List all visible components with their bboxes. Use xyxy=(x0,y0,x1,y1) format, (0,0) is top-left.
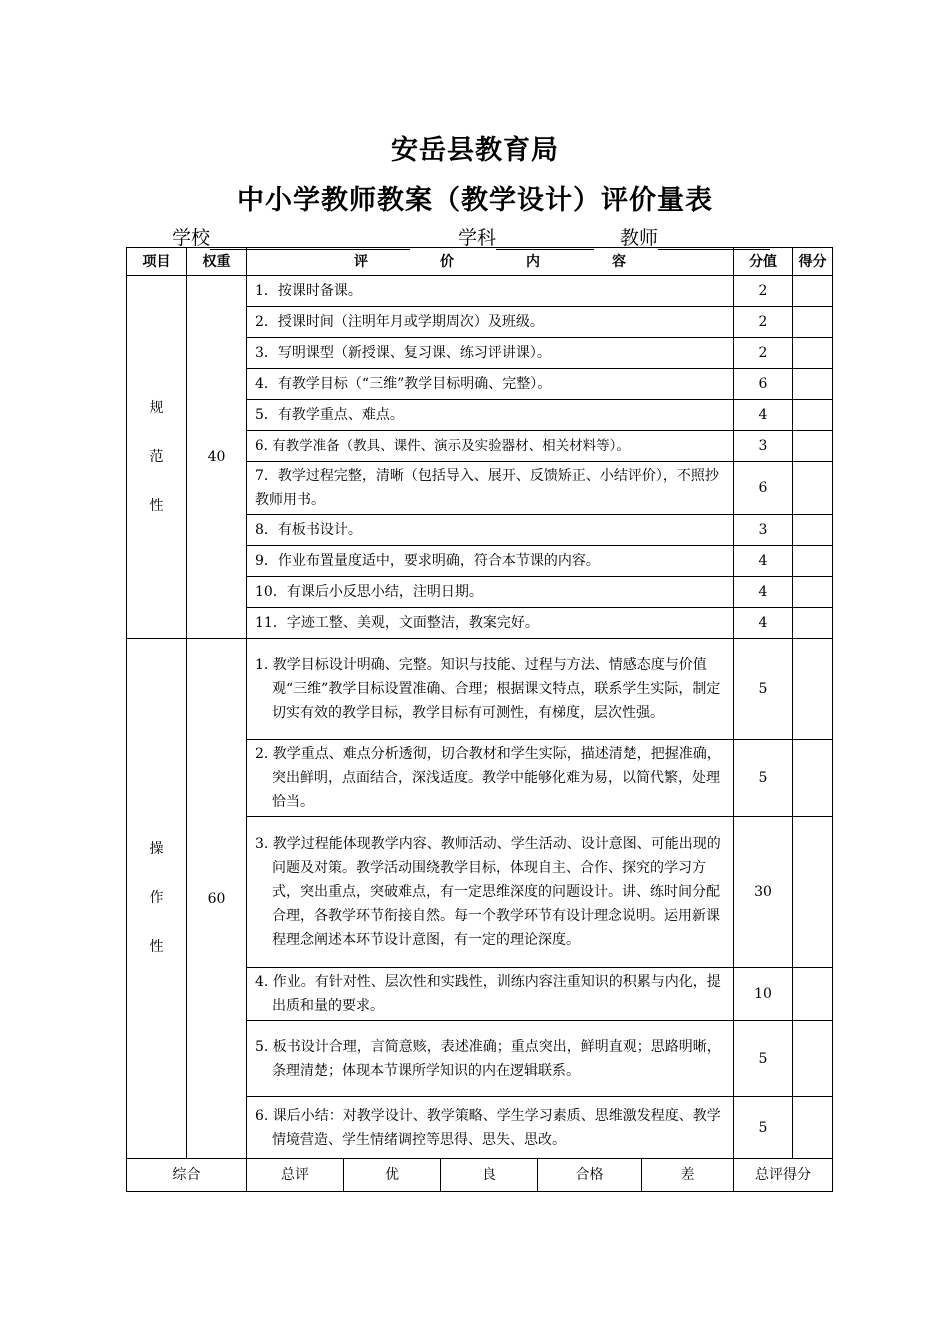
table-row xyxy=(127,639,833,740)
score-input[interactable] xyxy=(793,1021,833,1097)
criterion-text: 2. 教学重点、难点分析透彻，切合教材和学生实际，描述清楚，把握准确，突出鲜明，点面结合，深浅适度。教学中能够化难为易，以简代繁，处理恰当。 xyxy=(247,740,734,817)
criterion-text: 10．有课后小反思小结，注明日期。 xyxy=(247,577,734,608)
criterion-text: 1. 教学目标设计明确、完整。知识与技能、过程与方法、情感态度与价值观“三维”教学目标设置准确、合理；根据课文特点，联系学生实际，制定切实有效的教学目标，教学目标有可测性，有梯度，层次性强。 xyxy=(247,639,734,740)
section-weight: 40 xyxy=(187,276,247,639)
section-name-operational: 操 作 性 xyxy=(127,639,187,1159)
info-line xyxy=(172,223,770,250)
header-got: 得分 xyxy=(793,248,833,276)
score-input[interactable] xyxy=(793,338,833,369)
criterion-text: 6. 有教学准备（教具、课件、演示及实验器材、相关材料等）。 xyxy=(247,431,734,462)
score-input[interactable] xyxy=(793,369,833,400)
criterion-score: 2 xyxy=(734,307,793,338)
score-input[interactable] xyxy=(793,639,833,740)
criterion-score: 4 xyxy=(734,577,793,608)
criterion-score: 3 xyxy=(734,431,793,462)
evaluation-table xyxy=(126,247,833,1192)
criterion-score: 5 xyxy=(734,1097,793,1159)
score-input[interactable] xyxy=(793,1097,833,1159)
overall-label: 总评 xyxy=(247,1159,344,1192)
criterion-score: 5 xyxy=(734,1021,793,1097)
criterion-text: 2．授课时间（注明年月或学期周次）及班级。 xyxy=(247,307,734,338)
section-name-normative: 规 范 性 xyxy=(127,276,187,639)
table-row xyxy=(127,276,833,307)
score-input[interactable] xyxy=(793,431,833,462)
criterion-text: 9．作业布置量度适中，要求明确，符合本节课的内容。 xyxy=(247,546,734,577)
criterion-text: 6. 课后小结：对教学设计、教学策略、学生学习素质、思维激发程度、教学情境营造、学生情绪调控等思得、思失、思改。 xyxy=(247,1097,734,1159)
score-input[interactable] xyxy=(793,968,833,1021)
header-weight: 权重 xyxy=(187,248,247,276)
criterion-text: 5. 板书设计合理，言简意赅，表述准确；重点突出，鲜明直观；思路明晰，条理清楚；体现本节课所学知识的内在逻辑联系。 xyxy=(247,1021,734,1097)
grade-pass[interactable]: 合格 xyxy=(538,1159,642,1192)
criterion-score: 3 xyxy=(734,515,793,546)
header-score: 分值 xyxy=(734,248,793,276)
criterion-text: 3. 教学过程能体现教学内容、教师活动、学生活动、设计意图、可能出现的问题及对策。教学活动围绕教学目标，体现自主、合作、探究的学习方式，突出重点，突破难点，有一定思维深度的问题设计。讲、练时间分配合理，各教学环节衔接自然。每一个教学环节有设计理念说明。运用新课程理念阐述本环节设计意图，有一定的理论深度。 xyxy=(247,817,734,968)
criterion-score: 2 xyxy=(734,338,793,369)
score-input[interactable] xyxy=(793,817,833,968)
criterion-score: 10 xyxy=(734,968,793,1021)
criterion-text: 4．有教学目标（“三维”教学目标明确、完整）。 xyxy=(247,369,734,400)
header-content: 评 价 内 容 xyxy=(247,248,734,276)
criterion-text: 11．字迹工整、美观，文面整洁，教案完好。 xyxy=(247,608,734,639)
criterion-score: 6 xyxy=(734,369,793,400)
section-weight: 60 xyxy=(187,639,247,1159)
criterion-score: 2 xyxy=(734,276,793,307)
criterion-text: 3．写明课型（新授课、复习课、练习评讲课）。 xyxy=(247,338,734,369)
score-input[interactable] xyxy=(793,608,833,639)
criterion-score: 4 xyxy=(734,400,793,431)
criterion-score: 6 xyxy=(734,462,793,515)
criterion-text: 5．有教学重点、难点。 xyxy=(247,400,734,431)
score-input[interactable] xyxy=(793,462,833,515)
criterion-text: 1．按课时备课。 xyxy=(247,276,734,307)
header-item: 项目 xyxy=(127,248,187,276)
document-title: 安岳县教育局 xyxy=(391,135,559,166)
criterion-score: 4 xyxy=(734,608,793,639)
criterion-text: 4. 作业。有针对性、层次性和实践性，训练内容注重知识的积累与内化，提出质和量的要求。 xyxy=(247,968,734,1021)
score-input[interactable] xyxy=(793,577,833,608)
score-input[interactable] xyxy=(793,740,833,817)
school-label: 学校 xyxy=(172,227,211,249)
score-input[interactable] xyxy=(793,515,833,546)
score-input[interactable] xyxy=(793,276,833,307)
document-subtitle: 中小学教师教案（教学设计）评价量表 xyxy=(237,185,713,216)
score-input[interactable] xyxy=(793,400,833,431)
grade-poor[interactable]: 差 xyxy=(642,1159,734,1192)
criterion-score: 4 xyxy=(734,546,793,577)
subject-label: 学科 xyxy=(458,227,497,249)
criterion-score: 5 xyxy=(734,740,793,817)
table-header-row xyxy=(127,248,833,276)
total-score-label: 总评得分 xyxy=(734,1159,833,1192)
criterion-score: 30 xyxy=(734,817,793,968)
grade-good[interactable]: 良 xyxy=(441,1159,538,1192)
grade-excellent[interactable]: 优 xyxy=(344,1159,441,1192)
summary-row xyxy=(127,1159,833,1192)
criterion-score: 5 xyxy=(734,639,793,740)
criterion-text: 8．有板书设计。 xyxy=(247,515,734,546)
criterion-text: 7．教学过程完整，清晰（包括导入、展开、反馈矫正、小结评价），不照抄教师用书。 xyxy=(247,462,734,515)
teacher-label: 教师 xyxy=(620,227,659,249)
score-input[interactable] xyxy=(793,307,833,338)
score-input[interactable] xyxy=(793,546,833,577)
summary-label: 综合 xyxy=(127,1159,247,1192)
